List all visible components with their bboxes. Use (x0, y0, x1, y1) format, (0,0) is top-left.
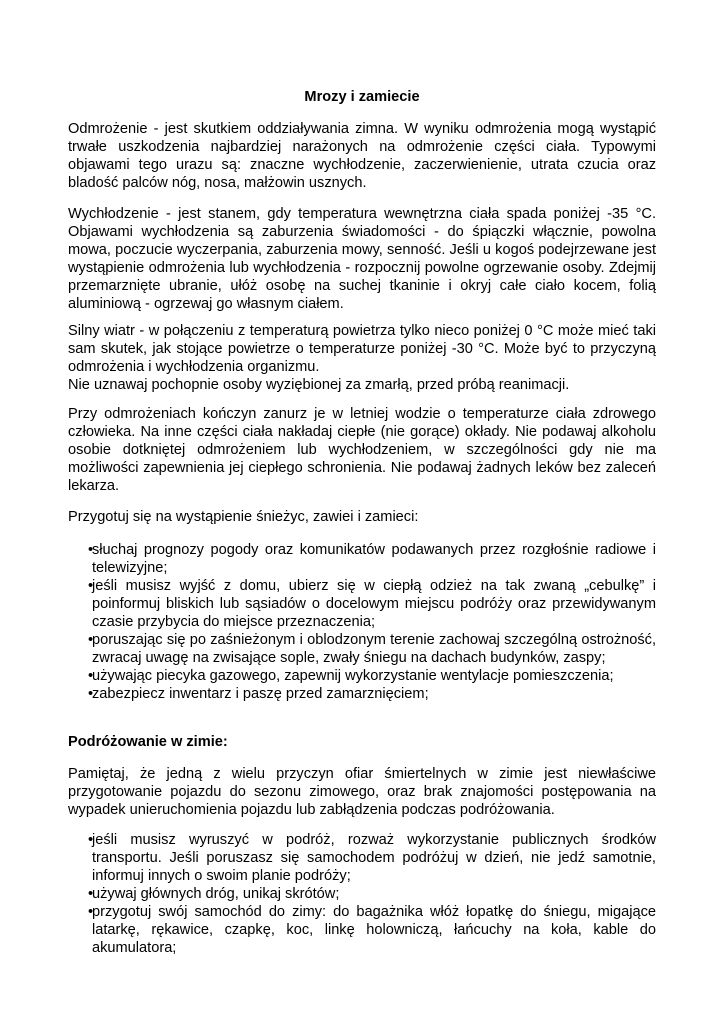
paragraph-treatment (68, 405, 656, 495)
prepare-list (68, 541, 656, 703)
list-item (68, 541, 656, 577)
bullet-icon: • (88, 542, 94, 558)
list-item (68, 631, 656, 667)
travel-list (68, 831, 656, 957)
paragraph-text: Pamiętaj, że jedną z wielu przyczyn ofiar śmiertelnych w zimie jest niewłaściwe przygotowanie pojazdu do sezonu zimowego, oraz brak znajomości postępowania na wypadek unieruchomienia pojazdu lub zabłądzenia podczas podróżowania. (68, 766, 656, 818)
list-item (68, 903, 656, 957)
paragraph-text: Nie uznawaj pochopnie osoby wyziębionej za zmarłą, przed próbą reanimacji. (68, 377, 570, 393)
bullet-icon: • (88, 886, 94, 902)
bullet-icon: • (88, 832, 94, 848)
list-item (68, 685, 656, 703)
list-item-text: jeśli musisz wyjść z domu, ubierz się w ciepłą odzież na tak zwaną „cebulkę” i poinformuj bliskich lub sąsiadów o docelowym miejscu podróży oraz przewidywanym czasie przybycia do miejsce przeznaczenia; (92, 578, 656, 630)
list-item (68, 577, 656, 631)
list-item-text: używając piecyka gazowego, zapewnij wykorzystanie wentylacje pomieszczenia; (92, 668, 614, 684)
bullet-icon: • (88, 632, 94, 648)
bullet-icon: • (88, 904, 94, 920)
paragraph-prepare (68, 508, 656, 526)
paragraph-text: Odmrożenie - jest skutkiem oddziaływania zimna. W wyniku odmrożenia mogą wystąpić trwałe uszkodzenia najbardziej narażonych na odmrożenie części ciała. Typowymi objawami tego urazu są: znaczne wychłodzenie, zaczerwienienie, utrata czucia oraz bladość palców nóg, nosa, małżowin usznych. (68, 121, 656, 191)
section-heading: Podróżowanie w zimie: (68, 734, 228, 750)
list-item-text: słuchaj prognozy pogody oraz komunikatów podawanych przez rozgłośnie radiowe i telewizyjne; (92, 542, 656, 576)
bullet-icon: • (88, 578, 94, 594)
paragraph-text: Wychłodzenie - jest stanem, gdy temperatura wewnętrzna ciała spada poniżej -35 °C. Objawami wychłodzenia są zaburzenia świadomości - do śpiączki włącznie, powolna mowa, poczucie wyczerpania, zaburzenia mowy, senność. Jeśli u kogoś podejrzewane jest wystąpienie odmrożenia lub wychłodzenia - rozpocznij powolne ogrzewanie osoby. Zdejmij przemarznięte ubranie, ułóż osobę na suchej tkaninie i okryj całe ciało kocem, folią aluminiową - ogrzewaj go własnym ciałem. (68, 206, 656, 312)
list-item-text: poruszając się po zaśnieżonym i oblodzonym terenie zachowaj szczególną ostrożność, zwracaj uwagę na zwisające sople, zwały śniegu na dachach budynków, zaspy; (92, 632, 656, 666)
paragraph-wind (68, 322, 656, 394)
list-item-text: zabezpiecz inwentarz i paszę przed zamarznięciem; (92, 686, 429, 702)
paragraph-text: Przygotuj się na wystąpienie śnieżyc, zawiei i zamieci: (68, 509, 419, 525)
list-item-text: jeśli musisz wyruszyć w podróż, rozważ wykorzystanie publicznych środków transportu. Jeśli poruszasz się samochodem podróżuj w dzień, nie jedź samotnie, informuj innych o swoim planie podróży; (92, 832, 656, 884)
list-item-text: przygotuj swój samochód do zimy: do bagażnika włóż łopatkę do śniegu, migające latarkę, rękawice, czapkę, koc, linkę holowniczą, łańcuchy na koła, kable do akumulatora; (92, 904, 656, 956)
paragraph-hypothermia (68, 205, 656, 313)
paragraph-text: Przy odmrożeniach kończyn zanurz je w letniej wodzie o temperaturze ciała zdrowego człowieka. Na inne części ciała nakładaj ciepłe (nie gorące) okłady. Nie podawaj alkoholu osobie dotkniętej odmrożeniem lub wychłodzeniem, w szczególności gdy nie ma możliwości zapewnienia jej ciepłego schronienia. Nie podawaj żadnych leków bez zaleceń lekarza. (68, 406, 656, 494)
list-item (68, 885, 656, 903)
paragraph-travel (68, 765, 656, 819)
paragraph-frostbite (68, 120, 656, 192)
section-travel-heading (68, 733, 656, 751)
paragraph-text: Silny wiatr - w połączeniu z temperaturą powietrza tylko nieco poniżej 0 °C może mieć taki sam skutek, jak stojące powietrze o temperaturze poniżej -30 °C. Może być to przyczyną odmrożenia i wychłodzenia organizmu. (68, 323, 656, 375)
list-item (68, 667, 656, 685)
list-item (68, 831, 656, 885)
document-title: Mrozy i zamiecie (304, 89, 420, 105)
bullet-icon: • (88, 668, 94, 684)
bullet-icon: • (88, 686, 94, 702)
list-item-text: używaj głównych dróg, unikaj skrótów; (92, 886, 340, 902)
